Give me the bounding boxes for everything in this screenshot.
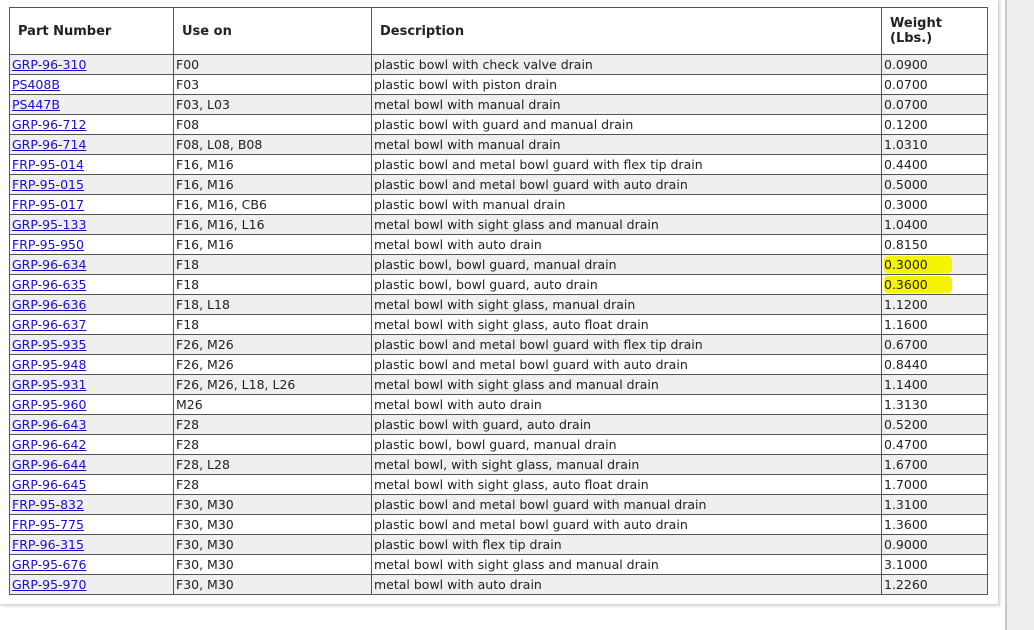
weight-value: 0.4700 xyxy=(884,437,928,452)
cell-use-on: F16, M16 xyxy=(174,155,372,175)
cell-weight xyxy=(882,575,988,595)
part-number-link[interactable]: GRP-96-637 xyxy=(12,317,87,332)
cell-description: metal bowl with auto drain xyxy=(372,575,882,595)
table-row xyxy=(10,435,988,455)
part-number-link[interactable]: PS408B xyxy=(12,77,60,92)
part-number-link[interactable]: GRP-95-931 xyxy=(12,377,87,392)
cell-weight xyxy=(882,95,988,115)
table-row xyxy=(10,475,988,495)
cell-weight xyxy=(882,135,988,155)
cell-description: plastic bowl and metal bowl guard with manual drain xyxy=(372,495,882,515)
table-row xyxy=(10,375,988,395)
part-number-link[interactable]: GRP-96-644 xyxy=(12,457,87,472)
cell-use-on: F26, M26, L18, L26 xyxy=(174,375,372,395)
cell-use-on: F30, M30 xyxy=(174,575,372,595)
cell-description: metal bowl with manual drain xyxy=(372,135,882,155)
cell-part-number xyxy=(10,95,174,115)
cell-part-number xyxy=(10,235,174,255)
cell-use-on: F30, M30 xyxy=(174,555,372,575)
part-number-link[interactable]: GRP-95-970 xyxy=(12,577,87,592)
header-weight-line1: Weight xyxy=(890,16,942,31)
header-weight-line2: (Lbs.) xyxy=(890,31,933,46)
cell-part-number xyxy=(10,135,174,155)
cell-part-number xyxy=(10,335,174,355)
cell-description: metal bowl with auto drain xyxy=(372,395,882,415)
table-row xyxy=(10,255,988,275)
cell-part-number xyxy=(10,355,174,375)
scrollbar-track[interactable] xyxy=(1007,0,1034,630)
cell-part-number xyxy=(10,435,174,455)
cell-part-number xyxy=(10,375,174,395)
table-row xyxy=(10,555,988,575)
weight-value: 0.6700 xyxy=(884,337,928,352)
cell-description: metal bowl with sight glass, auto float drain xyxy=(372,315,882,335)
cell-description: metal bowl with sight glass, manual drain xyxy=(372,295,882,315)
cell-part-number xyxy=(10,515,174,535)
cell-weight xyxy=(882,395,988,415)
cell-use-on: F26, M26 xyxy=(174,335,372,355)
weight-value: 0.3000 xyxy=(884,256,952,273)
weight-value: 1.1400 xyxy=(884,377,928,392)
cell-use-on: F30, M30 xyxy=(174,495,372,515)
cell-weight xyxy=(882,535,988,555)
header-use-on: Use on xyxy=(174,8,372,55)
cell-description: metal bowl with auto drain xyxy=(372,235,882,255)
weight-value: 0.4400 xyxy=(884,157,928,172)
part-number-link[interactable]: GRP-96-714 xyxy=(12,137,87,152)
part-number-link[interactable]: FRP-95-017 xyxy=(12,197,84,212)
cell-weight xyxy=(882,335,988,355)
table-row xyxy=(10,235,988,255)
cell-use-on: F30, M30 xyxy=(174,515,372,535)
cell-part-number xyxy=(10,455,174,475)
weight-value: 1.1600 xyxy=(884,317,928,332)
cell-part-number xyxy=(10,415,174,435)
header-part-number: Part Number xyxy=(10,8,174,55)
table-row xyxy=(10,175,988,195)
table-row xyxy=(10,295,988,315)
part-number-link[interactable]: GRP-95-935 xyxy=(12,337,87,352)
cell-description: plastic bowl, bowl guard, manual drain xyxy=(372,255,882,275)
part-number-link[interactable]: FRP-95-775 xyxy=(12,517,84,532)
cell-description: plastic bowl and metal bowl guard with auto drain xyxy=(372,355,882,375)
weight-value: 1.0310 xyxy=(884,137,928,152)
table-row xyxy=(10,335,988,355)
cell-use-on: F08, L08, B08 xyxy=(174,135,372,155)
part-number-link[interactable]: GRP-95-948 xyxy=(12,357,87,372)
weight-value: 0.9000 xyxy=(884,537,928,552)
weight-value: 1.3100 xyxy=(884,497,928,512)
cell-use-on: F08 xyxy=(174,115,372,135)
cell-description: plastic bowl, bowl guard, auto drain xyxy=(372,275,882,295)
weight-value: 0.1200 xyxy=(884,117,928,132)
cell-part-number xyxy=(10,275,174,295)
cell-part-number xyxy=(10,575,174,595)
weight-value: 0.5000 xyxy=(884,177,928,192)
weight-value: 0.0700 xyxy=(884,97,928,112)
cell-use-on: F26, M26 xyxy=(174,355,372,375)
cell-use-on: F16, M16 xyxy=(174,175,372,195)
cell-use-on: F30, M30 xyxy=(174,535,372,555)
cell-part-number xyxy=(10,175,174,195)
table-row xyxy=(10,355,988,375)
part-number-link[interactable]: GRP-95-960 xyxy=(12,397,87,412)
cell-part-number xyxy=(10,255,174,275)
cell-weight xyxy=(882,215,988,235)
cell-description: metal bowl with manual drain xyxy=(372,95,882,115)
cell-weight xyxy=(882,455,988,475)
cell-use-on: F16, M16, L16 xyxy=(174,215,372,235)
weight-value: 0.3000 xyxy=(884,197,928,212)
part-number-link[interactable]: GRP-96-634 xyxy=(12,257,87,272)
cell-part-number xyxy=(10,75,174,95)
part-number-link[interactable]: FRP-95-015 xyxy=(12,177,84,192)
part-number-link[interactable]: GRP-95-676 xyxy=(12,557,87,572)
weight-value: 0.0900 xyxy=(884,57,928,72)
cell-description: plastic bowl with flex tip drain xyxy=(372,535,882,555)
cell-part-number xyxy=(10,495,174,515)
cell-weight xyxy=(882,375,988,395)
cell-description: metal bowl with sight glass, auto float drain xyxy=(372,475,882,495)
part-number-link[interactable]: GRP-96-636 xyxy=(12,297,87,312)
part-number-link[interactable]: GRP-96-643 xyxy=(12,417,87,432)
part-number-link[interactable]: GRP-95-133 xyxy=(12,217,87,232)
cell-description: plastic bowl with guard, auto drain xyxy=(372,415,882,435)
table-row xyxy=(10,535,988,555)
cell-weight xyxy=(882,515,988,535)
cell-part-number xyxy=(10,115,174,135)
table-row xyxy=(10,195,988,215)
part-number-link[interactable]: FRP-96-315 xyxy=(12,537,84,552)
weight-value: 1.7000 xyxy=(884,477,928,492)
cell-part-number xyxy=(10,395,174,415)
cell-use-on: F28 xyxy=(174,475,372,495)
cell-description: plastic bowl with manual drain xyxy=(372,195,882,215)
part-number-link[interactable]: FRP-95-014 xyxy=(12,157,84,172)
cell-use-on: F03 xyxy=(174,75,372,95)
part-number-link[interactable]: PS447B xyxy=(12,97,60,112)
cell-use-on: F16, M16 xyxy=(174,235,372,255)
cell-weight xyxy=(882,295,988,315)
cell-part-number xyxy=(10,315,174,335)
table-row xyxy=(10,575,988,595)
cell-weight xyxy=(882,275,988,295)
weight-value: 0.8440 xyxy=(884,357,928,372)
cell-part-number xyxy=(10,295,174,315)
cell-weight xyxy=(882,255,988,275)
cell-weight xyxy=(882,415,988,435)
cell-weight xyxy=(882,75,988,95)
header-weight xyxy=(882,8,988,55)
part-number-link[interactable]: GRP-96-310 xyxy=(12,57,87,72)
weight-value: 0.8150 xyxy=(884,237,928,252)
part-number-link[interactable]: GRP-96-645 xyxy=(12,477,87,492)
table-row xyxy=(10,115,988,135)
cell-weight xyxy=(882,555,988,575)
cell-use-on: F28, L28 xyxy=(174,455,372,475)
table-row xyxy=(10,155,988,175)
cell-description: plastic bowl with guard and manual drain xyxy=(372,115,882,135)
cell-description: metal bowl with sight glass and manual drain xyxy=(372,555,882,575)
cell-weight xyxy=(882,235,988,255)
table-row xyxy=(10,55,988,75)
cell-weight xyxy=(882,315,988,335)
part-number-link[interactable]: FRP-95-832 xyxy=(12,497,84,512)
weight-value: 0.5200 xyxy=(884,417,928,432)
weight-value: 3.1000 xyxy=(884,557,928,572)
header-description: Description xyxy=(372,8,882,55)
cell-weight xyxy=(882,355,988,375)
cell-weight xyxy=(882,195,988,215)
cell-description: plastic bowl and metal bowl guard with auto drain xyxy=(372,175,882,195)
cell-description: plastic bowl with piston drain xyxy=(372,75,882,95)
weight-value: 0.0700 xyxy=(884,77,928,92)
cell-weight xyxy=(882,495,988,515)
cell-use-on: F00 xyxy=(174,55,372,75)
cell-weight xyxy=(882,155,988,175)
cell-weight xyxy=(882,115,988,135)
cell-part-number xyxy=(10,215,174,235)
weight-value: 1.0400 xyxy=(884,217,928,232)
part-number-link[interactable]: GRP-96-642 xyxy=(12,437,87,452)
cell-description: plastic bowl and metal bowl guard with auto drain xyxy=(372,515,882,535)
table-row xyxy=(10,455,988,475)
cell-weight xyxy=(882,475,988,495)
table-row xyxy=(10,135,988,155)
cell-part-number xyxy=(10,555,174,575)
part-number-link[interactable]: GRP-96-712 xyxy=(12,117,87,132)
parts-table xyxy=(9,7,988,595)
table-row xyxy=(10,415,988,435)
table-row xyxy=(10,395,988,415)
cell-description: plastic bowl and metal bowl guard with flex tip drain xyxy=(372,335,882,355)
cell-use-on: F28 xyxy=(174,435,372,455)
table-row xyxy=(10,515,988,535)
table-row xyxy=(10,315,988,335)
part-number-link[interactable]: GRP-96-635 xyxy=(12,277,87,292)
weight-value: 1.1200 xyxy=(884,297,928,312)
cell-use-on: F03, L03 xyxy=(174,95,372,115)
table-body xyxy=(10,55,988,595)
cell-description: metal bowl, with sight glass, manual drain xyxy=(372,455,882,475)
table-row xyxy=(10,95,988,115)
weight-value: 1.6700 xyxy=(884,457,928,472)
cell-description: plastic bowl, bowl guard, manual drain xyxy=(372,435,882,455)
weight-value: 1.2260 xyxy=(884,577,928,592)
weight-value: 1.3130 xyxy=(884,397,928,412)
cell-part-number xyxy=(10,475,174,495)
weight-value: 1.3600 xyxy=(884,517,928,532)
cell-use-on: F18 xyxy=(174,255,372,275)
cell-use-on: F18 xyxy=(174,275,372,295)
cell-part-number xyxy=(10,155,174,175)
cell-part-number xyxy=(10,55,174,75)
table-row xyxy=(10,215,988,235)
cell-use-on: M26 xyxy=(174,395,372,415)
cell-use-on: F16, M16, CB6 xyxy=(174,195,372,215)
cell-weight xyxy=(882,435,988,455)
cell-description: plastic bowl with check valve drain xyxy=(372,55,882,75)
cell-weight xyxy=(882,55,988,75)
cell-description: metal bowl with sight glass and manual drain xyxy=(372,375,882,395)
cell-description: metal bowl with sight glass and manual drain xyxy=(372,215,882,235)
table-row xyxy=(10,495,988,515)
cell-use-on: F18, L18 xyxy=(174,295,372,315)
cell-use-on: F28 xyxy=(174,415,372,435)
cell-part-number xyxy=(10,195,174,215)
table-row xyxy=(10,275,988,295)
weight-value: 0.3600 xyxy=(884,276,952,293)
cell-part-number xyxy=(10,535,174,555)
table-row xyxy=(10,75,988,95)
cell-use-on: F18 xyxy=(174,315,372,335)
part-number-link[interactable]: FRP-95-950 xyxy=(12,237,84,252)
cell-weight xyxy=(882,175,988,195)
cell-description: plastic bowl and metal bowl guard with flex tip drain xyxy=(372,155,882,175)
table-header-row xyxy=(10,8,988,55)
